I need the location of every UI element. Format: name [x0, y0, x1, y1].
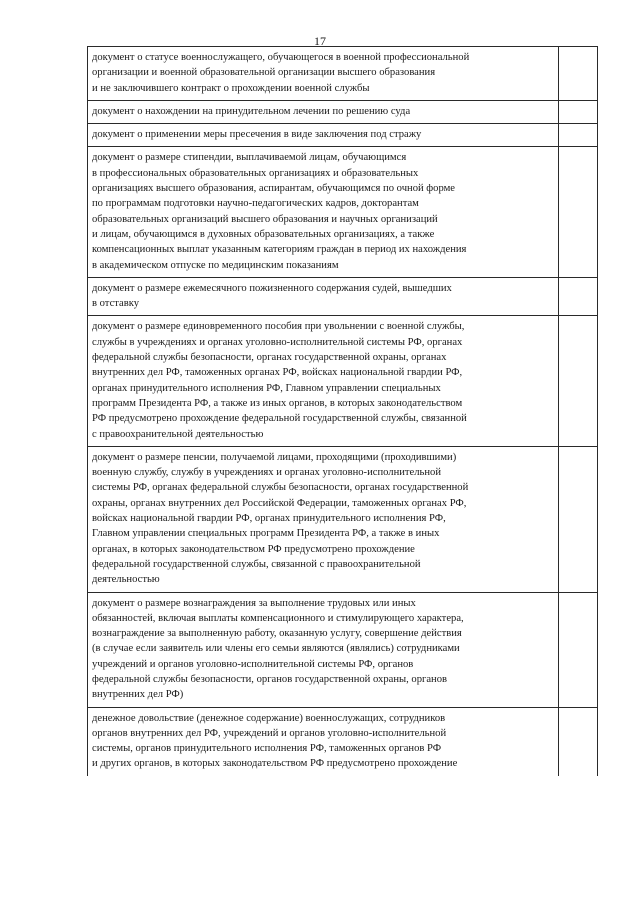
row-text: документ о статусе военнослужащего, обучающегося в военной профессиональной организации и военной образовательной организации высшего образования и не заключившего контракт о прохождении военной службы	[92, 52, 470, 94]
table-cell-description	[88, 147, 559, 277]
table-cell-mark[interactable]	[558, 47, 597, 101]
table-row	[88, 124, 598, 147]
table-cell-description	[88, 446, 559, 592]
page-number: 17	[314, 34, 326, 48]
table-cell-mark[interactable]	[558, 446, 597, 592]
table-cell-mark[interactable]	[558, 100, 597, 123]
row-text: документ о нахождении на принудительном лечении по решению суда	[92, 105, 411, 117]
table-cell-description	[88, 707, 559, 776]
table-row	[88, 316, 598, 446]
table-cell-description	[88, 592, 559, 707]
table-cell-description	[88, 100, 559, 123]
row-text: документ о размере ежемесячного пожизненного содержания судей, вышедших в отставку	[92, 282, 452, 310]
row-text: документ о размере стипендии, выплачиваемой лицам, обучающимся в профессиональных образовательных организациях и образовательных организациях высшего образования, аспирантам, обучающимся по очной форме по программам подготовки научно-педагогических кадров, докторантам образовательных организаций высшего образования и научных организаций и лицам, обучающимся в духовных образовательных организациях, а также компенсационных выплат указанным категориям граждан в период их нахождения в академическом отпуске по медицинским показаниям	[92, 152, 467, 271]
table-cell-description	[88, 277, 559, 316]
table-cell-description	[88, 124, 559, 147]
table-row	[88, 47, 598, 101]
table-cell-mark[interactable]	[558, 316, 597, 446]
table-row	[88, 100, 598, 123]
table-row	[88, 277, 598, 316]
document-table	[87, 46, 598, 776]
table-cell-description	[88, 316, 559, 446]
row-text: денежное довольствие (денежное содержание) военнослужащих, сотрудников органов внутренних дел РФ, учреждений и органов уголовно-исполнительной системы, органов принудительного исполнения РФ, таможенных органов РФ и других органов, в которых законодательством РФ предусмотрено прохождение	[92, 712, 458, 770]
row-text: документ о применении меры пресечения в виде заключения под стражу	[92, 129, 422, 141]
row-text: документ о размере пенсии, получаемой лицами, проходящими (проходившими) военную службу, службу в учреждениях и органах уголовно-исполнительной системы РФ, органах федеральной службы безопасности, органах государственной охраны, органах внутренних дел Российской Федерации, таможенных органах РФ, войсках национальной гвардии РФ, органах принудительного исполнения РФ, Главном управлении специальных программ Президента РФ, а также в иных органах, в которых законодательством РФ предусмотрено прохождение федеральной государственной службы, связанной с правоохранительной деятельностью	[92, 451, 469, 586]
table-row	[88, 707, 598, 776]
table-row	[88, 592, 598, 707]
table-cell-mark[interactable]	[558, 277, 597, 316]
table-cell-mark[interactable]	[558, 124, 597, 147]
table-cell-mark[interactable]	[558, 592, 597, 707]
table-row	[88, 147, 598, 277]
table-row	[88, 446, 598, 592]
table-cell-description	[88, 47, 559, 101]
table-cell-mark[interactable]	[558, 707, 597, 776]
row-text: документ о размере единовременного пособия при увольнении с военной службы, службы в учреждениях и органах уголовно-исполнительной системы РФ, органах федеральной службы безопасности, органах государственной охраны, органах внутренних дел РФ, таможенных органах РФ, войсках национальной гвардии РФ, органах принудительного исполнения РФ, Главном управлении специальных программ Президента РФ, а также из иных органов, в которых законодательством РФ предусмотрено прохождение федеральной государственной службы, связанной с правоохранительной деятельностью	[92, 321, 467, 440]
row-text: документ о размере вознаграждения за выполнение трудовых или иных обязанностей, включая выплаты компенсационного и стимулирующего характера, вознаграждение за выполненную работу, оказанную услугу, совершение действия (в случае если заявитель или члены его семьи являются (являлись) сотрудниками учреждений и органов уголовно-исполнительной системы РФ, органов федеральной службы безопасности, органов государственной охраны, органов внутренних дел РФ)	[92, 597, 464, 701]
table-cell-mark[interactable]	[558, 147, 597, 277]
